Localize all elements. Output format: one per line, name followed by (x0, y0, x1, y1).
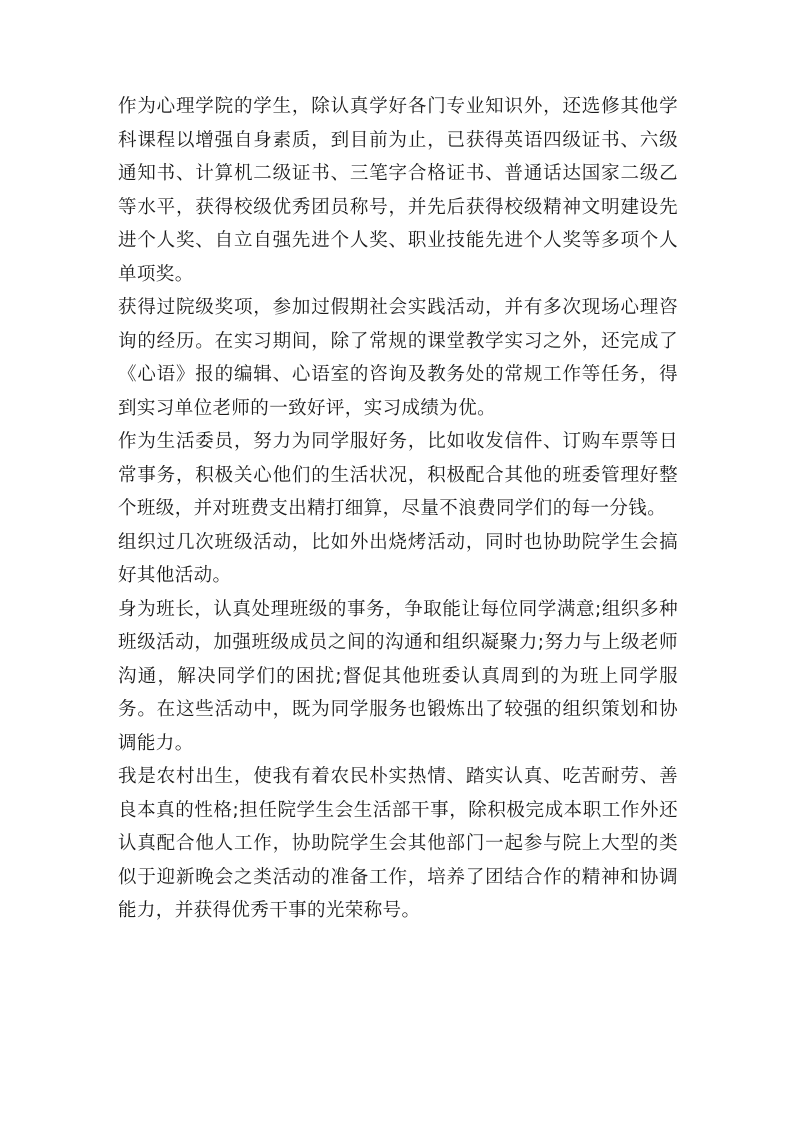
paragraph-personal-character: 我是农村出生，使我有着农民朴实热情、踏实认真、吃苦耐劳、善良本真的性格;担任院学生会生活部干事，除积极完成本职工作外还认真配合他人工作，协助院学生会其他部门一起参与院上大型的类似于迎新晚会之类活动的准备工作，培养了团结合作的精神和协调能力，并获得优秀干事的光荣称号。 (118, 766, 678, 921)
paragraph-life-committee: 作为生活委员，努力为同学服好务，比如收发信件、订购车票等日常事务，积极关心他们的生活状况，积极配合其他的班委管理好整个班级，并对班费支出精打细算，尽量不浪费同学们的每一分钱。 (118, 431, 678, 519)
paragraph-class-activities: 组织过几次班级活动，比如外出烧烤活动，同时也协助院学生会搞好其他活动。 (118, 531, 678, 586)
paragraph-academic-achievements: 作为心理学院的学生，除认真学好各门专业知识外，还选修其他学科课程以增强自身素质，到目前为止，已获得英语四级证书、六级通知书、计算机二级证书、三笔字合格证书、普通话达国家二级乙等水平，获得校级优秀团员称号，并先后获得校级精神文明建设先进个人奖、自立自强先进个人奖、职业技能先进个人奖等多项个人单项奖。 (118, 96, 678, 285)
document-body (118, 90, 678, 928)
paragraph-class-monitor: 身为班长，认真处理班级的事务，争取能让每位同学满意;组织多种班级活动，加强班级成员之间的沟通和组织凝聚力;努力与上级老师沟通，解决同学们的困扰;督促其他班委认真周到的为班上同学服务。在这些活动中，既为同学服务也锻炼出了较强的组织策划和协调能力。 (118, 598, 678, 754)
paragraph-awards-internship: 获得过院级奖项，参加过假期社会实践活动，并有多次现场心理咨询的经历。在实习期间，除了常规的课堂教学实习之外，还完成了《心语》报的编辑、心语室的咨询及教务处的常规工作等任务，得到实习单位老师的一致好评，实习成绩为优。 (118, 297, 678, 419)
